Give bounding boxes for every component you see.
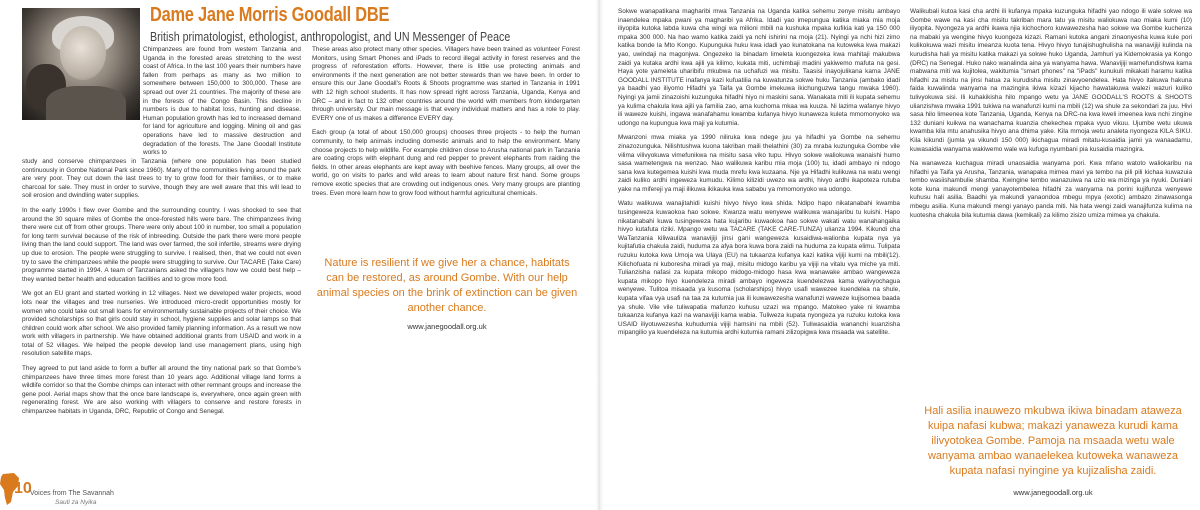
portrait-body xyxy=(46,86,126,120)
portrait-face xyxy=(60,26,106,80)
right-website: www.janegoodall.org.uk xyxy=(1013,488,1093,497)
right-col2 xyxy=(910,8,1192,225)
paragraph: Na wanaweza kuchagua miradi unaosaidia wanyama pori. Kwa mfano watoto waliokaribu na hifadhi ya Taifa ya Arusha, Tanzania, wanapaka mimea mavi ya tembo na pili pili kichaa kuwazuia tembo wasiishambulie shamba. Kwingine tembo wanazuiwa na uzio wa mizinga ya nyuki. Duniani kote kuna makundi mengi yanayotembelea hifadhi za wanyama na porini kujifunza wenyewe kuhusu hali asilia. Baadhi ya makundi yanaondoa mbegu mpya (exotic) ambazo zinawasonga mbegu asilia. Kuna makundi mengi yanayo panda miti. Na hata wengi zaidi wanajifunza kulima na kuotesha chakula bila kutumia dawa (kemikali) za kilimo zisizo umiza mimea ya chakula. xyxy=(910,160,1192,219)
paragraph: Walikubali kutoa kasi cha ardhi ili kufanya mpaka kuzunguka hifadhi yao ndogo ili wale sokwe wa Gombe wawe na kasi cha misitu takriban mara tatu ya misitu waliokuwa nao miaka kumi (10) iliyopita. Nyongeza ya ardhi ikawa njia kichochoro kuwawezesha hao sokwe wa Gombe kuchenza na mabaki ya wengine hivyo kuongeza kizazi. Ramani kutoka angani zinaonyesha kuwa kule pori kulikokuwa wazi misitu imeanza kuota tena. Hivyo hivyo tunajishughulisha na wanavijiji kulinda na kurudisha hali ya misitu katika makazi ya sokwe huko Uganda, Jamhuri ya Kidemokrasia ya Kongo (DRC) na Senegal. Huko nako wanalinda aina ya wanyama hawa. Wanavijiji wamefundishwa kama mabwana miti wa kujitolea, wakitumia "smart phones" na "iPads" kunukuli mikakati haramu katika hifadhi za misitu na jinsi hatua za kurudisha misitu zinavyoendelea. Hata hivyo itakuwa hakuna faida kuwalinda wanyama na mazingira ikiwa kizazi kijacho hawatakuwa walezi wazuri kuliko tulivyokuwa sisi. Ili kuhakikisha hilo mpango wetu ya JANE GOODALL'S ROOTS & SHOOTS ulianzishwa mwaka 1991 tukiwa na wanafunzi kumi na mbili (12) wa shule za sekondari za juu. Hivi sasa hilo limeenea kote Tanzania, Uganda, Kenya na DRC-na kwa kweli imeenea kwa nchi zingine 132 duniani kuikwa na wanachama kuanzia chekechea mpaka vyuo vikuu. Ujumbe wetu ukuwa kwamba kila mtu anahusika hivyo ana dhima yake. Kila mmoja wetu analeta nyongeza KILA SIKU. Kila kikundi (jumla ya vikundi 150 000) ikichagua miradi mitatu-kusaidia jamii ya wanaadamu, kuwasaidia wanyama wakiwemo wale wa kufuga nyumbani pia kusaidia mazingira. xyxy=(910,8,1192,153)
paragraph: Watu walikuwa wanajitahidi kuishi hivyo hivyo kwa shida. Ndipo hapo nikatanabahi kwamba tusingeweza kuwaokoa hao sokwe. Kwanza watu wenyewe walikuwa wanajaribu tu kuishi. Hapo nikatanabahi kuwa tusingeweza hata kujaribu kuwaokoa hao sokwe wakati watu wanahangaika hivyo kutafuta riziki. Mpango wetu wa TACARE (TAKE CARE-TUNZA) ulianza 1994. Kikundi cha WaTanzania kiliwauliza wanavijiji jinsi gani wangeweza kusaidiwa-walionba kupata nya ya kujitafutia chakula zaidi, huduma za afya bora kuwa bora zaidi na huduma za kupata elimu. Tulipata ruzuku kutoka kwa Umoja wa Ulaya (EU) na tukaanza kufanya kazi katika vijiji kumi na mbili(12). Kilichofuata ni kuboresha miradi ya maji, misitu midogo karibu ya vijiji na vitalu vya miche ya miti. Tulianzisha nafasi za kupata mikopo midogo-midogo hasa kwa wanawake ambao wangeweza kupata mikopo hiyo kuendeleza miradi ambayo ingeweza kuendelezwa kama walivyochagua wenyewe. Tulitoa misaada ya kusoma (scholarships) hivyo usafi wawezee kuendelea na shule, kupata vifaa vya usafi na taa za kutumia jua ili kuwawezesha wanafunzi waweze kujisomea baada ya shule. Vile vile tuliwapatia mafunzo kuhusu uzazi wa mpango. Matokeo yake ni kwamba tukaanza kufanya kazi na wanavijiji kama wabia. Tuliweza kupata nyongeza ya ruzuku kutoka kwa USAID iliyotuwezesha kuhudumia vijiji hamsini na mbili (52). Tuliwasaidia wananchi kuanzisha mipangilio ya kuendeleza na kutumia ardhi kutumia ramani zilizopigwa kwa msaada wa satellite. xyxy=(618,200,900,337)
paragraph: These areas also protect many other species. Villagers have been trained as volunteer Forest Monitors, using Smart Phones and iPads to record illegal activity in forest reserves and the progress of reforestation efforts. However, there is little use protecting animals and environments if the next generation are not better stewards than we have been. In order to ensure this our Jane Goodall's Roots & Shoots programme was started in Tanzania in 1991 with 12 high school students. It has now spread right across Tanzania, Uganda, Kenya and DRC – and in fact to 132 other countries around the world with members from kindergarten through university. Our main message is that every individual matters and has a role to play. EVERY one of us makes a difference EVERY day. xyxy=(312,46,580,122)
paragraph: Chimpanzees are found from western Tanzania and Uganda in the forested areas stretching to the west coast of Africa. In the last 100 years their numbers have fallen from perhaps as many as two million to somewhere between 150,000 to 300,000. These are spread out over 21 countries. The majority of these are in the forests of the Congo Basin. This decline in numbers is due to habitat loss, hunting and disease. Human population growth has led to increased demand for land for agriculture and logging. Mining oil and gas operations have led to massive destruction and degradation of the forests. The Jane Goodall Institute works to xyxy=(143,46,301,157)
article-title: Dame Jane Morris Goodall DBE xyxy=(150,4,390,26)
article-subtitle: British primatologist, ethologist, anthropologist, and UN Messenger of Peace xyxy=(150,29,511,44)
footer-publication-swahili: Sauti za Nyika xyxy=(55,499,97,506)
right-page xyxy=(600,0,1200,510)
left-pull-quote: Nature is resilient if we give her a chance, habitats can be restored, as around Gombe. With our help animal species on the brink of extinction can be given another chance. xyxy=(316,257,578,314)
left-col1-intro xyxy=(143,46,301,163)
paragraph: study and conserve chimpanzees in Tanzania (where one population has been studied continuously in Gombe National Park since 1960). Many of the communities living around the park are very poor. They cut down the last trees to try to grow food for their families, or to make charcoal for sale. They must in order to survive, though they are well aware that this will lead to soil erosion and dwindling water supplies. xyxy=(22,158,301,200)
paragraph: Each group (a total of about 150,000 groups) chooses three projects - to help the human community, to help animals including domestic animals and to help the environment. Many choose projects to help wildlife. For example children close to Arusha national park in Tanzania are coating crops with elephant dung and red pepper to prevent elephants from raiding the fields. In other areas elephants are kept away with beehive fences. Many groups, all over the world, go on visits to parks and wild areas to learn about nature first hand. Some groups remove exotic species that are crowding out indigenous ones. Very many groups are planting trees. Even more learn how to grow food without harmful agricultural chemicals. xyxy=(312,129,580,197)
left-website: www.janegoodall.org.uk xyxy=(407,322,487,331)
footer-publication: Voices from The Savannah xyxy=(30,490,114,497)
left-col1 xyxy=(22,158,301,422)
page-number: 10 xyxy=(14,480,32,497)
right-pull-quote: Hali asilia inauwezo mkubwa ikiwa binadam ataweza kuipa nafasi kubwa; makazi yanaweza kurudi kama ilivyotokea Gombe. Pamoja na msaada wetu wale wanyama ambao wanaelekea kutoweka wanaweza kupata nafasi nyingine ya kujizalisha zaidi. xyxy=(924,405,1182,477)
paragraph: Sokwe wanapatikana magharibi mwa Tanzania na Uganda katika sehemu zenye misitu ambayo inaendelea mpaka pwani ya magharibi ya Afrika. Idadi yao imepungua katika miaka mia moja iliyopita kutoka labda kuwa cha wingi wa milioni mbili na kushuka mpaka kufikia kati ya 150 000 mpaka 300 000. Na hao wamo katika zaidi ya nchi ishirini na moja (21). Nyingi ya nchi hizi zimo katika bonde la Mto Kongo. Kupunguka huku kwa idadi yao kunatokana na kutoweka kwa makazi yao, uwindaji na magonjwa. Ongezeko la binadam limeleta kuongezeka kwa mahitaji makubwa zaidi ya kutaka ardhi kwa ajili ya kilimo, kukata miti, uchimbaji madini yakiwemo mafuta na gesi. Haya yote yameleta uharibifu mkubwa na uchafuzi wa misitu. Taasisi inayojulikana kama JANE GOODALL INSTITUTE inafanya kazi kufuatilia na kuwatunza sokwe huku Tanzania (ambako idadi ya baadhi yao iliyomo Hifadhi ya Taifa ya Gombe imekuwa ikichunguzwa tangu mwaka 1960). Nyingi ya jamii zinazoishi kuzunguka hifadhi hiyo ni maskini sana. Wanakata miti ili kupata sehemu ya kulima chakula kwa ajili ya familia zao, ama kuchoma mkaa wa kuuza. Ni lazima wafanye hivyo ili waweze kuishi, ingawa wanafahamu kwamba kufanya hivyo kunaweza kuleta mmomonyoko wa udongo na kupungua kwa maji ya kutumia. xyxy=(618,8,900,127)
left-col2 xyxy=(312,46,580,203)
paragraph: In the early 1990s I flew over Gombe and the surrounding country. I was shocked to see that around the 30 square miles of Gombe the once-forested hills were bare. The chimpanzees living there were cut off from other groups. There were only about 100 in number, too small a population for long term survival because of the risk of inbreeding. Outside the park there were more people living than the land could support. The land was over farmed, the soil infertile, streams were drying up due to erosion. The people were struggling to survive. I realised, then, that we could not even try to save the chimpanzees while the people were struggling to survive. Our TACARE (Take Care) programme started in 1994. A team of Tanzanians asked the villagers how we could best help – they wanted better health and education facilities and to grow more food. xyxy=(22,206,301,283)
portrait-photo xyxy=(22,8,140,120)
paragraph: They agreed to put land aside to form a buffer all around the tiny national park so that Gombe's chimpanzees have three times more forest than 10 years ago. Additional village land forms a wildlife corridor so that the Gombe chimps can interact with other remnant groups and increase the gene pool. Aerial maps show that the once bare landscape is, everywhere, once again green with regenerating forest. We are also working with villagers to conserve and restore forests in chimpanzee habitats in Uganda, DRC, Republic of Congo and Senegal. xyxy=(22,365,301,416)
paragraph: Mwanzoni mwa miaka ya 1990 niliruka kwa ndege juu ya hifadhi ya Gombe na sehemu zinazozunguka. Nilishtushwa kuona takriban maili thelathini (30) za mraba kuzunguka Gombe vile vilima vilivyokuwa vimefunikwa na misitu sasa viko tupu. Hivyo sokwe waliokuwa wanaishi humo sasa wametengwa na wenzao. Nao walikuwa karibu mia moja (100) tu, idadi ambayo ni ndogo sana kwa kutegemea kuishi kwa muda mrefu kwa kuzaana. Nje ya Hifadhi kulikuwa na watu wengi zaidi kuliko ardhi ingeweza kumudu. Kilimo kilizidi uwezo wa ardhi, hivyo ardhi ikapoteza rutuba yake na mifereji ya maji ilikuwa ikikauka kwa sababu ya mmomonyoko wa udongo. xyxy=(618,134,900,193)
paragraph: We got an EU grant and started working in 12 villages. Next we developed water projects, wood lots near the villages and tree nurseries. We introduced micro-credit opportunities mostly for women who could take out small loans for environmentally sustainable projects of their choice. We provided scholarships so that girls could stay in school, hygiene supplies and solar lamps so that children could work after school. We also provided family planning information. As a result we now work with villagers in partnership. We have obtained additional grants from USAID and work in a total of 52 villages. We helped the people develop land use management plans, using high resolution satellite maps. xyxy=(22,290,301,358)
right-col1 xyxy=(618,8,900,343)
